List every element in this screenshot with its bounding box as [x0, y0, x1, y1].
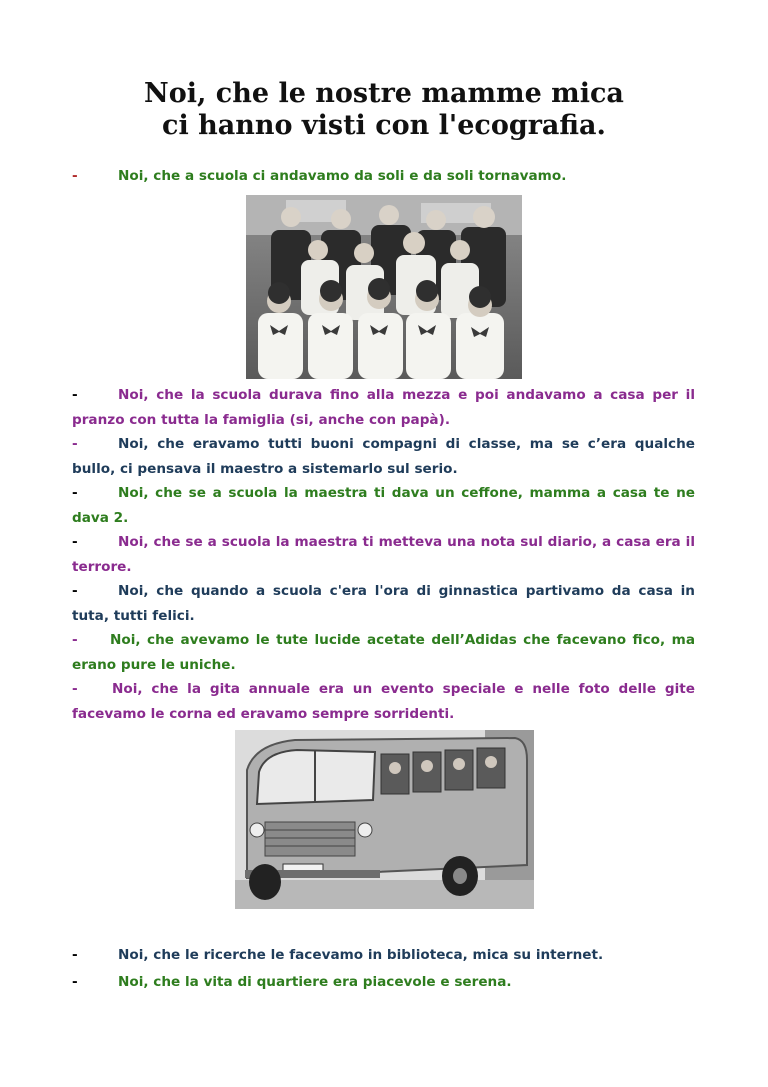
list-item: [72, 530, 695, 579]
item-text: Noi, che la vita di quartiere era piacevole e serena.: [118, 974, 512, 990]
school-bus-photo: [235, 730, 534, 909]
item-dash: -: [72, 681, 78, 697]
title-line-1: Noi, che le nostre mamme mica: [144, 78, 624, 109]
school-class-photo: [246, 195, 522, 379]
list-item: [72, 943, 695, 968]
title-line-2: ci hanno visti con l'ecografia.: [162, 110, 606, 141]
item-text: Noi, che le ricerche le facevamo in biblioteca, mica su internet.: [118, 947, 604, 963]
item-dash: -: [72, 485, 78, 501]
list-item: [72, 383, 695, 432]
list-item: [72, 481, 695, 530]
item-dash: -: [72, 947, 78, 963]
item-dash: -: [72, 168, 78, 184]
item-dash: -: [72, 534, 78, 550]
item-dash: -: [72, 583, 78, 599]
item-text: Noi, che se a scuola la maestra ti metteva una nota sul diario, a casa era il terrore.: [72, 534, 695, 575]
item-text: Noi, che quando a scuola c'era l'ora di ginnastica partivamo da casa in tuta, tutti felici.: [72, 583, 695, 624]
item-text: Noi, che avevamo le tute lucide acetate dell’Adidas che facevano fico, ma erano pure le uniche.: [72, 632, 695, 673]
list-item: [72, 628, 695, 677]
item-dash: -: [72, 974, 78, 990]
list-item: [72, 164, 695, 189]
item-dash: -: [72, 436, 78, 452]
list-item: [72, 677, 695, 726]
list-item: [72, 579, 695, 628]
item-text: Noi, che a scuola ci andavamo da soli e da soli tornavamo.: [118, 168, 567, 184]
item-text: Noi, che la scuola durava fino alla mezza e poi andavamo a casa per il pranzo con tutta la famiglia (si, anche con papà).: [72, 387, 695, 428]
list-item: [72, 970, 695, 995]
item-text: Noi, che la gita annuale era un evento speciale e nelle foto delle gite facevamo le corna ed eravamo sempre sorridenti.: [72, 681, 695, 722]
item-text: Noi, che se a scuola la maestra ti dava un ceffone, mamma a casa te ne dava 2.: [72, 485, 695, 526]
document-title: [0, 78, 768, 142]
item-dash: -: [72, 387, 78, 403]
item-text: Noi, che eravamo tutti buoni compagni di classe, ma se c’era qualche bullo, ci pensava il maestro a sistemarlo sul serio.: [72, 436, 695, 477]
item-dash: -: [72, 632, 78, 648]
list-item: [72, 432, 695, 481]
